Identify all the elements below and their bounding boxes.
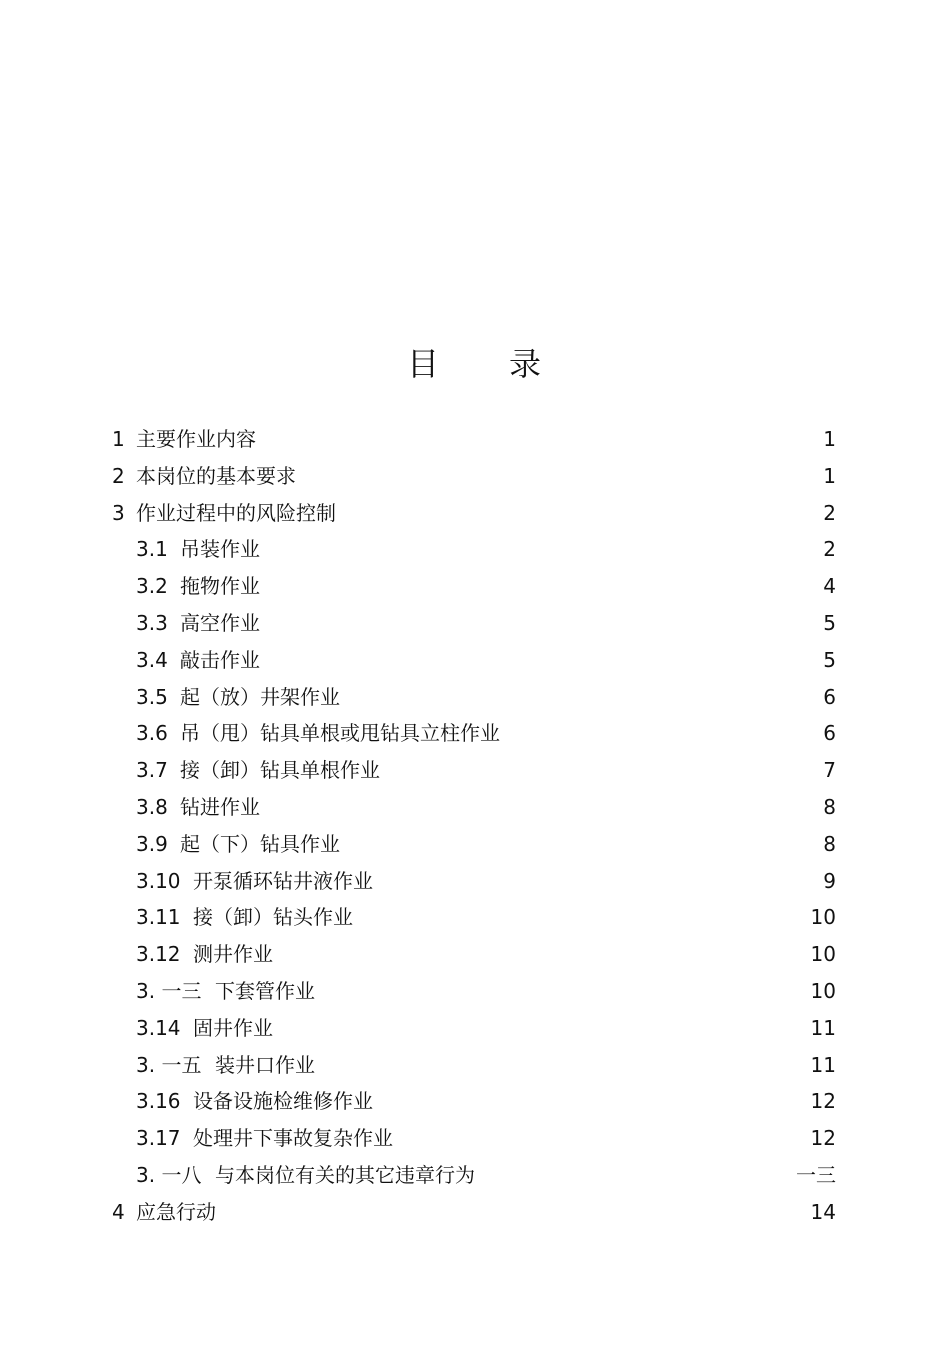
toc-entry-label: 拖物作业	[180, 574, 260, 599]
toc-entry-page: 1	[823, 463, 836, 488]
toc-entry-label: 装井口作业	[215, 1052, 315, 1077]
toc-entry-page: 12	[810, 1126, 836, 1151]
toc-entry-page: 7	[823, 758, 836, 783]
toc-entry-number: 3.14	[136, 1015, 181, 1040]
toc-entry[interactable]	[112, 495, 836, 532]
toc-subentry[interactable]	[112, 1120, 836, 1157]
toc-subentry[interactable]	[112, 715, 836, 752]
toc-entry-page: 14	[810, 1199, 836, 1224]
toc-subentry[interactable]	[112, 1010, 836, 1047]
toc-entry-number: 3.3	[136, 610, 168, 635]
toc-title-char-1: 目	[406, 345, 441, 383]
toc-subentry[interactable]	[112, 568, 836, 605]
toc-subentry[interactable]	[112, 973, 836, 1010]
toc-subentry[interactable]	[112, 642, 836, 679]
toc-entry-number: 1	[112, 427, 125, 451]
toc-entry-page: 6	[823, 721, 836, 746]
toc-entry-number: 3.5	[136, 684, 168, 709]
toc-entry-number: 2	[112, 463, 125, 488]
toc-entry-page: 4	[823, 574, 836, 599]
toc-subentry[interactable]	[112, 752, 836, 789]
toc-entry-number: 3. 一三	[136, 978, 202, 1003]
toc-entry-page: 1	[823, 427, 836, 451]
toc-entry-number: 3. 一八	[136, 1162, 202, 1187]
toc-entry-number: 3	[112, 500, 125, 525]
toc-subentry[interactable]	[112, 826, 836, 863]
toc-entry-label: 敲击作业	[180, 647, 260, 672]
toc-entry-page: 10	[810, 942, 836, 967]
toc-subentry[interactable]	[112, 1083, 836, 1120]
toc-title-char-2: 录	[509, 345, 544, 383]
toc-entry-label: 应急行动	[136, 1199, 216, 1224]
toc-entry-label: 设备设施检维修作业	[193, 1089, 373, 1114]
toc-entry-number: 3.17	[136, 1126, 181, 1151]
toc-entry-page: 5	[823, 647, 836, 672]
toc-entry-number: 3.16	[136, 1089, 181, 1114]
toc-entry-page: 9	[823, 868, 836, 893]
toc-subentry[interactable]	[112, 863, 836, 900]
toc-entry[interactable]	[112, 1194, 836, 1231]
toc-entry-label: 本岗位的基本要求	[136, 463, 296, 488]
toc-entry-number: 3.8	[136, 794, 168, 819]
toc-subentry[interactable]	[112, 531, 836, 568]
toc-entry-page: 5	[823, 610, 836, 635]
table-of-contents	[112, 421, 836, 1231]
toc-entry-label: 起（放）井架作业	[180, 684, 340, 709]
toc-entry-label: 固井作业	[193, 1015, 273, 1040]
toc-entry-page: 一三	[796, 1162, 836, 1187]
toc-entry-label: 主要作业内容	[136, 427, 256, 451]
toc-entry-number: 3.12	[136, 942, 181, 967]
toc-entry-label: 接（卸）钻头作业	[193, 905, 353, 930]
toc-entry-number: 4	[112, 1199, 125, 1224]
toc-entry-page: 8	[823, 831, 836, 856]
toc-entry-label: 开泵循环钻井液作业	[193, 868, 373, 893]
toc-entry-label: 高空作业	[180, 610, 260, 635]
toc-subentry[interactable]	[112, 899, 836, 936]
toc-entry-number: 3.10	[136, 868, 181, 893]
toc-entry-label: 作业过程中的风险控制	[136, 500, 336, 525]
toc-entry-number: 3.1	[136, 537, 168, 562]
toc-entry-label: 吊装作业	[180, 537, 260, 562]
toc-entry-page: 2	[823, 500, 836, 525]
toc-entry-label: 接（卸）钻具单根作业	[180, 758, 380, 783]
toc-subentry[interactable]	[112, 789, 836, 826]
toc-entry-number: 3.11	[136, 905, 181, 930]
toc-entry-number: 3. 一五	[136, 1052, 202, 1077]
toc-entry-number: 3.9	[136, 831, 168, 856]
toc-title	[0, 340, 950, 388]
toc-subentry[interactable]	[112, 936, 836, 973]
toc-entry-label: 与本岗位有关的其它违章行为	[215, 1162, 475, 1187]
toc-entry-number: 3.6	[136, 721, 168, 746]
toc-entry-label: 下套管作业	[215, 978, 315, 1003]
toc-subentry[interactable]	[112, 679, 836, 716]
toc-entry-label: 钻进作业	[180, 794, 260, 819]
toc-entry-label: 测井作业	[193, 942, 273, 967]
toc-entry-page: 6	[823, 684, 836, 709]
toc-entry-page: 8	[823, 794, 836, 819]
toc-entry-label: 吊（甩）钻具单根或甩钻具立柱作业	[180, 721, 500, 746]
toc-entry-number: 3.4	[136, 647, 168, 672]
toc-entry-label: 处理井下事故复杂作业	[193, 1126, 393, 1151]
toc-entry[interactable]	[112, 458, 836, 495]
toc-subentry[interactable]	[112, 1157, 836, 1194]
toc-subentry[interactable]	[112, 1047, 836, 1084]
toc-entry[interactable]	[112, 421, 836, 458]
toc-entry-page: 10	[810, 978, 836, 1003]
toc-entry-number: 3.2	[136, 574, 168, 599]
toc-entry-page: 11	[810, 1015, 836, 1040]
toc-entry-page: 12	[810, 1089, 836, 1114]
toc-subentry[interactable]	[112, 605, 836, 642]
toc-entry-page: 11	[810, 1052, 836, 1077]
toc-entry-number: 3.7	[136, 758, 168, 783]
toc-entry-label: 起（下）钻具作业	[180, 831, 340, 856]
toc-entry-page: 2	[823, 537, 836, 562]
toc-entry-page: 10	[810, 905, 836, 930]
